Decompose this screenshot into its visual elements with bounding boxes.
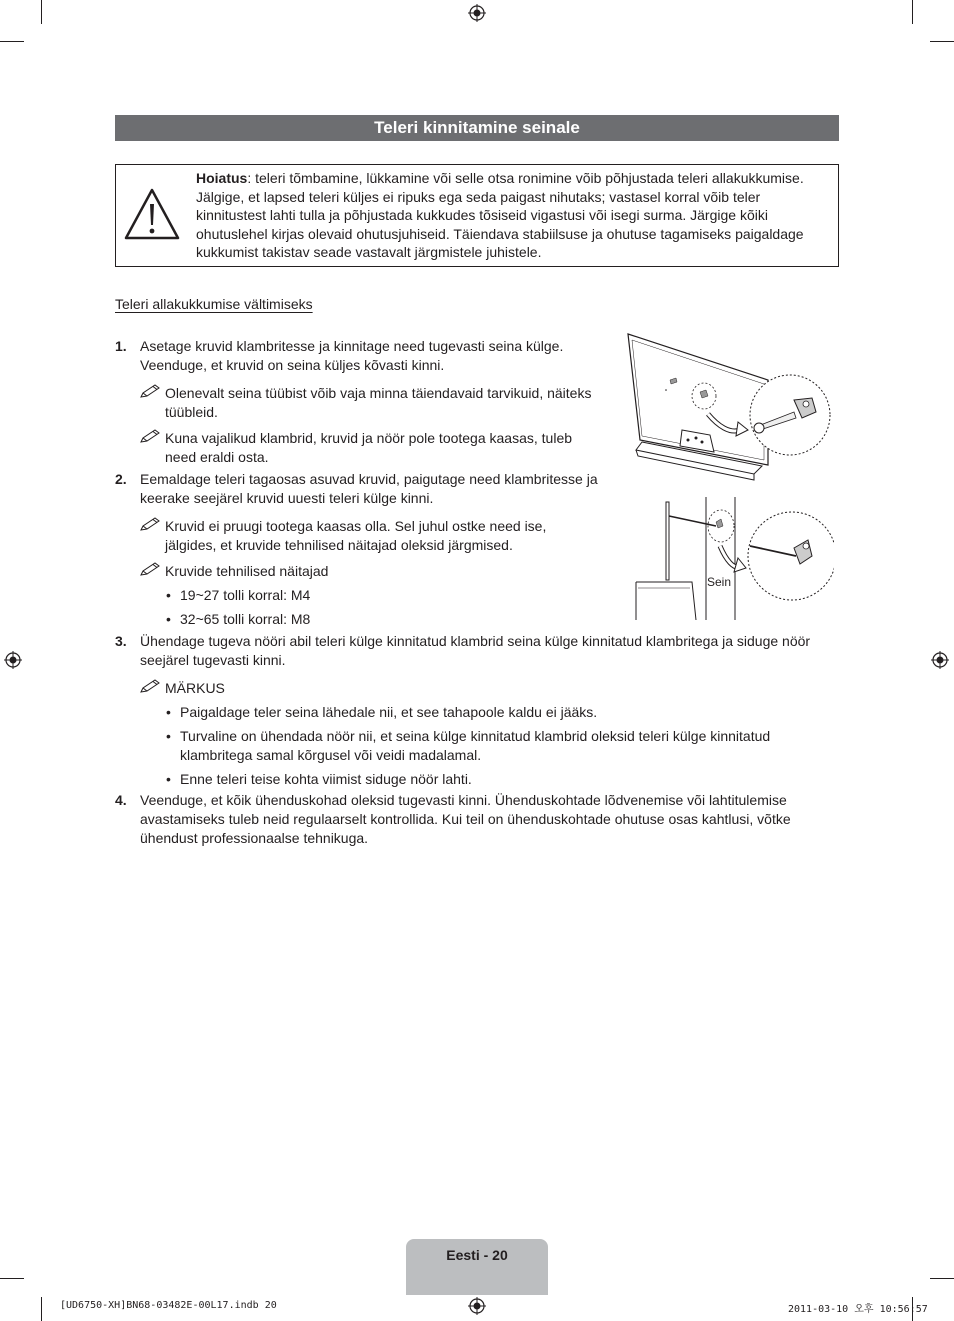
- note-text: Kuna vajalikud klambrid, kruvid ja nöör pole tootega kaasas, tuleb: [165, 430, 573, 446]
- note-text: Olenevalt seina tüübist võib vaja minna täiendavaid tarvikuid, näiteks: [165, 385, 592, 401]
- file-slug: [UD6750-XH]BN68-03482E-00L17.indb 20: [60, 1300, 277, 1311]
- section-title: Teleri kinnitamine seinale: [115, 115, 839, 141]
- step-text: Eemaldage teleri tagaosas asuvad kruvid, paigutage need klambritesse ja: [140, 471, 598, 487]
- crop-mark: [41, 1297, 42, 1321]
- note-text: jälgides, et kruvide tehnilised näitajad oleksid järgmised.: [165, 537, 513, 553]
- step-text: Veenduge, et kruvid on seina küljes kõvasti kinni.: [140, 357, 445, 373]
- bullet-dot: •: [166, 771, 171, 787]
- bullet-dot: •: [166, 611, 171, 627]
- warning-text: [196, 169, 826, 262]
- bullet-dot: •: [166, 704, 171, 720]
- subheading: Teleri allakukkumise vältimiseks: [115, 296, 313, 312]
- note-text: Kruvid ei pruugi tootega kaasas olla. Sel juhul ostke need ise,: [165, 518, 547, 534]
- bullet-text: Enne teleri teise kohta viimist siduge nöör lahti.: [180, 771, 472, 787]
- registration-mark-icon: [468, 4, 486, 22]
- bullet-text: Turvaline on ühendada nöör nii, et seina külge kinnitatud klambrid oleksid teleri külge kinnitatud: [180, 728, 771, 744]
- note-pencil-icon: [140, 679, 160, 693]
- bullet-text: klambritega samal kõrgusel või veidi madalamal.: [180, 747, 482, 763]
- step-text: Ühendage tugeva nööri abil teleri külge kinnitatud klambrid seina külge kinnitatud klambritega ja siduge nöör: [140, 633, 811, 649]
- warning-box: [115, 164, 839, 267]
- registration-mark-icon: [4, 651, 22, 669]
- crop-mark: [912, 0, 913, 24]
- registration-mark-icon: [468, 1297, 486, 1315]
- note-pencil-icon: [140, 562, 160, 576]
- note-pencil-icon: [140, 429, 160, 443]
- page-number: Eesti - 20: [446, 1247, 508, 1263]
- note-text: need eraldi osta.: [165, 449, 269, 465]
- note-pencil-icon: [140, 384, 160, 398]
- bullet-text: 32~65 tolli korral: M8: [180, 611, 311, 627]
- step-text: Asetage kruvid klambritesse ja kinnitage need tugevasti seina külge.: [140, 338, 564, 354]
- note-label: MÄRKUS: [165, 680, 225, 696]
- bullet-dot: •: [166, 728, 171, 744]
- bullet-text: Paigaldage teler seina lähedale nii, et see tahapoole kaldu ei jääks.: [180, 704, 598, 720]
- warning-triangle-icon: [123, 187, 181, 241]
- step-text: keerake seejärel kruvid uuesti teleri külge kinni.: [140, 490, 434, 506]
- warning-label: Hoiatus: [196, 170, 248, 186]
- step-text: ühendust professionaalse tehnikuga.: [140, 830, 369, 846]
- crop-mark: [0, 41, 24, 42]
- registration-mark-icon: [931, 651, 949, 669]
- step-text: Veenduge, et kõik ühenduskohad oleksid tugevasti kinni. Ühenduskohtade lõdvenemise või lahtitulemise: [140, 792, 787, 808]
- crop-mark: [930, 1278, 954, 1279]
- wall-label: Sein: [707, 575, 732, 589]
- step-text: seejärel tugevasti kinni.: [140, 652, 286, 668]
- step-number: 2.: [115, 471, 127, 487]
- date-slug: 2011-03-10 오후 10:56:57: [788, 1304, 928, 1315]
- note-pencil-icon: [140, 517, 160, 531]
- bullet-dot: •: [166, 587, 171, 603]
- step-number: 1.: [115, 338, 127, 354]
- step-number: 3.: [115, 633, 127, 649]
- note-text: tüübleid.: [165, 404, 218, 420]
- step-text: avastamiseks tuleb neid regulaarselt kontrollida. Kui teil on ühenduskohtade ohutuse osas kahtlusi, võtke: [140, 811, 791, 827]
- step-number: 4.: [115, 792, 127, 808]
- crop-mark: [930, 41, 954, 42]
- crop-mark: [41, 0, 42, 24]
- crop-mark: [0, 1278, 24, 1279]
- warning-body: : teleri tõmbamine, lükkamine või selle otsa ronimine võib põhjustada teleri allakukkumise. Jälgige, et lapsed teleri küljes ei ripuks ega seda paigast nihutaks; vastasel korral võib teler kinnitustest lahti tulla ja põhjustada kukkudes tõsiseid vigastusi või isegi surma. Järgige kõiki ohutuslehel kirjas olevaid ohutusjuhiseid. Täiendava stabiilsuse ja ohutuse tagamiseks paigaldage kukkumist takistav seade vastavalt järgmistele juhistele.: [196, 170, 804, 261]
- note-text: Kruvide tehnilised näitajad: [165, 563, 329, 579]
- bullet-text: 19~27 tolli korral: M4: [180, 587, 311, 603]
